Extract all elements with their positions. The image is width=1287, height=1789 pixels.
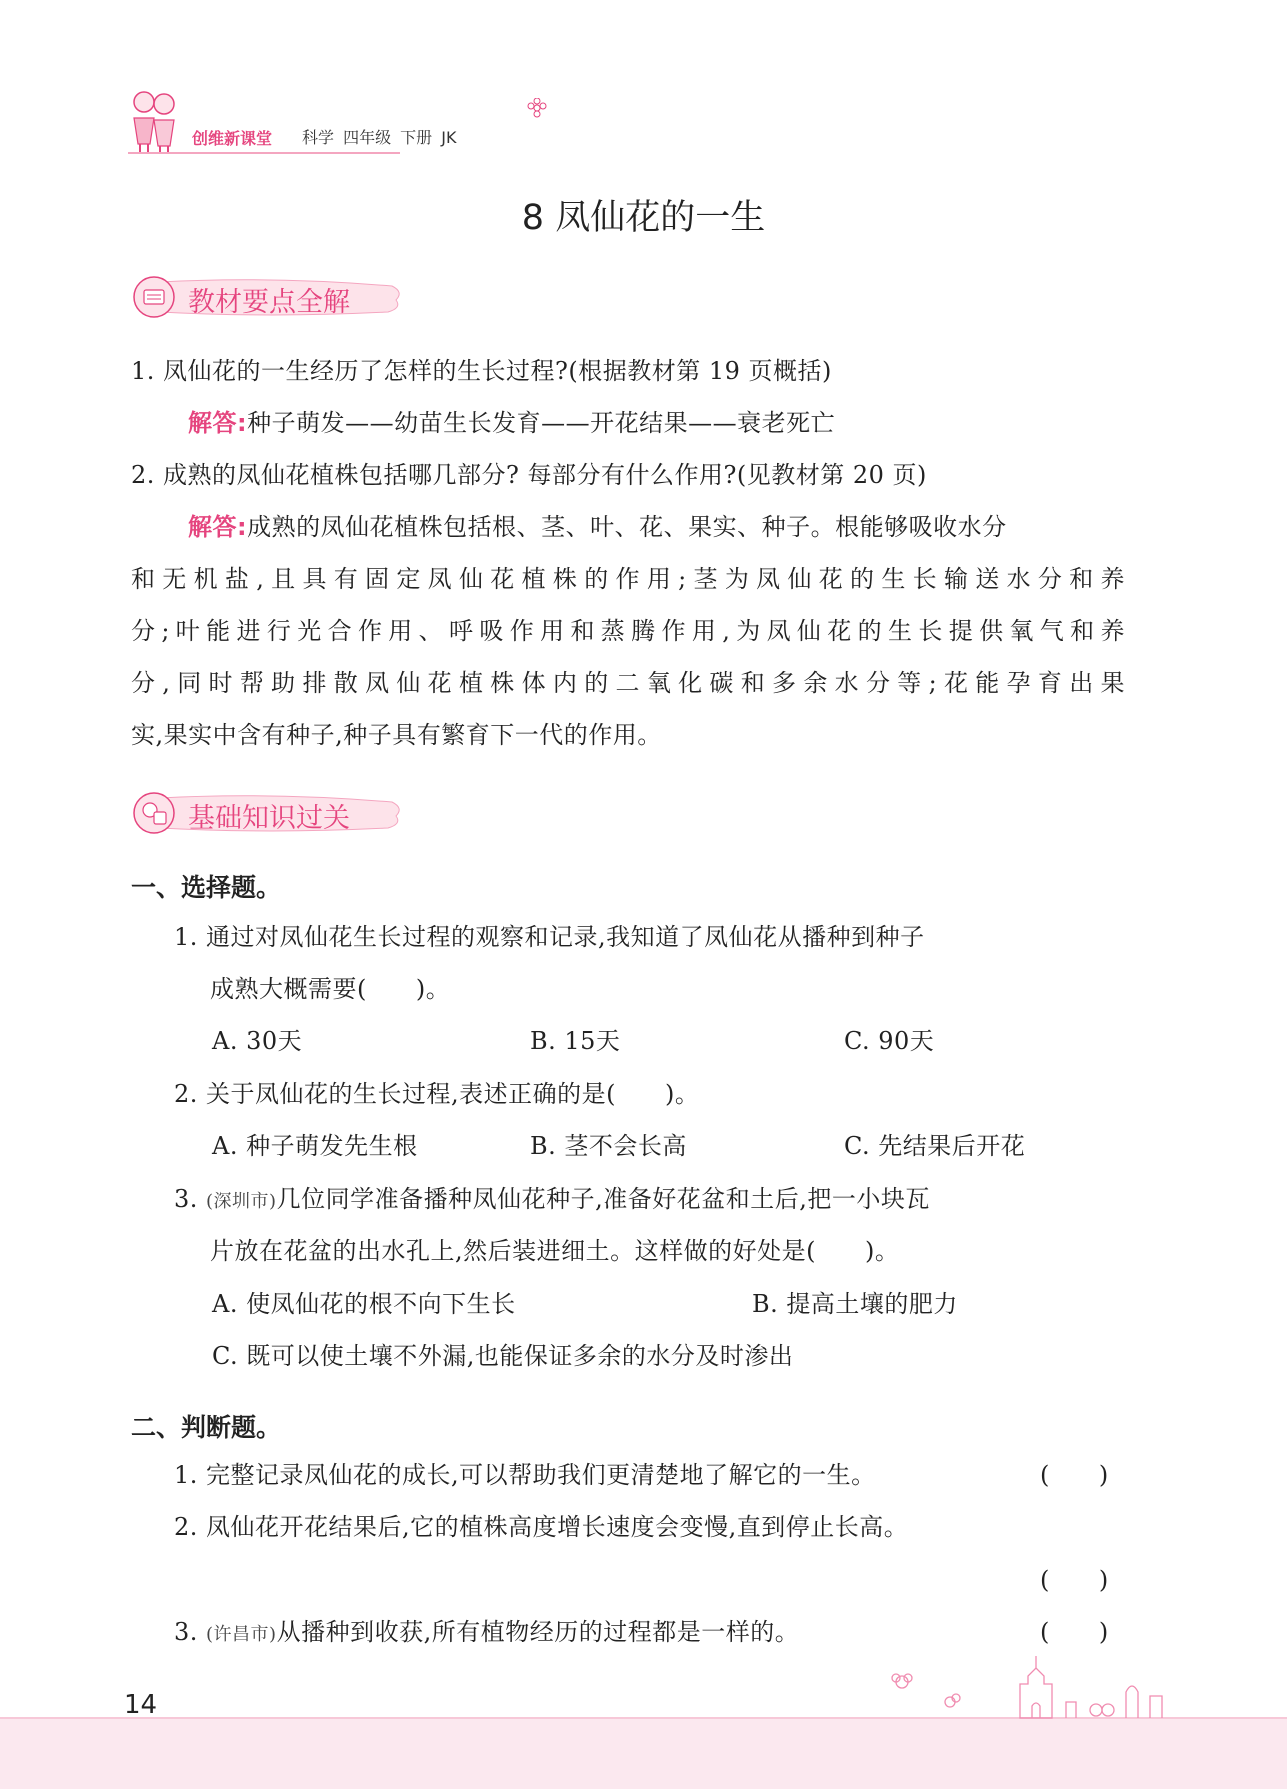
answer-2-line-3: 分;叶能进行光合作用、呼吸作用和蒸腾作用,为凤仙花的生长提供氧气和养 bbox=[131, 617, 1125, 645]
answer-1 bbox=[188, 408, 835, 438]
answer-bracket: ( ) bbox=[1040, 1461, 1109, 1489]
subject-label: 科学 四年级 下册 JK bbox=[302, 128, 457, 147]
choice-question-2: 2. 关于凤仙花的生长过程,表述正确的是( )。 bbox=[174, 1080, 700, 1108]
header-divider bbox=[128, 152, 400, 154]
judge-question-3 bbox=[174, 1617, 799, 1650]
question-number: 3. bbox=[174, 1185, 207, 1213]
option: C. 90天 bbox=[844, 1027, 935, 1055]
source-tag: (许昌市) bbox=[206, 1624, 277, 1645]
question-1: 1. 凤仙花的一生经历了怎样的生长过程?(根据教材第 19 页概括) bbox=[131, 357, 832, 385]
choice-question-3-cont: 片放在花盆的出水孔上,然后装进细土。这样做的好处是( )。 bbox=[210, 1237, 900, 1265]
page-title: 8 凤仙花的一生 bbox=[521, 198, 766, 238]
question-text: 几位同学准备播种凤仙花种子,准备好花盆和土后,把一小块瓦 bbox=[276, 1185, 930, 1213]
answer-bracket: ( ) bbox=[1040, 1618, 1109, 1646]
part-heading-choice: 一、选择题。 bbox=[131, 873, 282, 902]
question-2: 2. 成熟的凤仙花植株包括哪几部分? 每部分有什么作用?(见教材第 20 页) bbox=[131, 461, 927, 489]
choice-question-1-cont: 成熟大概需要( )。 bbox=[210, 975, 451, 1003]
cartoon-kids-logo bbox=[128, 88, 180, 154]
judge-question-2: 2. 凤仙花开花结果后,它的植株高度增长速度会变慢,直到停止长高。 bbox=[174, 1513, 909, 1541]
answer-text: 成熟的凤仙花植株包括根、茎、叶、花、果实、种子。根能够吸收水分 bbox=[247, 513, 1007, 541]
footer-band bbox=[0, 1717, 1287, 1789]
section-banner-basic-knowledge bbox=[130, 788, 410, 838]
brand-name: 创维新课堂 bbox=[192, 129, 273, 148]
answer-2-line-4: 分,同时帮助排散凤仙花植株体内的二氧化碳和多余水分等;花能孕育出果 bbox=[131, 669, 1125, 697]
part-heading-judgement: 二、判断题。 bbox=[131, 1413, 282, 1442]
option: C. 先结果后开花 bbox=[844, 1132, 1026, 1160]
option: C. 既可以使土壤不外漏,也能保证多余的水分及时渗出 bbox=[212, 1342, 794, 1370]
flower-icon bbox=[526, 98, 548, 118]
option: A. 种子萌发先生根 bbox=[212, 1132, 418, 1160]
option: B. 15天 bbox=[530, 1027, 621, 1055]
question-number: 3. bbox=[174, 1618, 207, 1646]
section-title: 基础知识过关 bbox=[188, 803, 350, 834]
option: A. 使凤仙花的根不向下生长 bbox=[212, 1290, 516, 1318]
option: B. 茎不会长高 bbox=[530, 1132, 687, 1160]
answer-text: 种子萌发——幼苗生长发育——开花结果——衰老死亡 bbox=[247, 409, 836, 437]
choice-question-1: 1. 通过对凤仙花生长过程的观察和记录,我知道了凤仙花从播种到种子 bbox=[174, 923, 925, 951]
judge-question-1: 1. 完整记录凤仙花的成长,可以帮助我们更清楚地了解它的一生。 bbox=[174, 1461, 876, 1489]
section-banner-key-points bbox=[130, 272, 410, 322]
option: A. 30天 bbox=[212, 1027, 303, 1055]
choice-question-3 bbox=[174, 1184, 930, 1217]
answer-2-line-5: 实,果实中含有种子,种子具有繁育下一代的作用。 bbox=[131, 721, 662, 749]
answer-bracket: ( ) bbox=[1040, 1566, 1109, 1594]
answer-2-line-2: 和无机盐,且具有固定凤仙花植株的作用;茎为凤仙花的生长输送水分和养 bbox=[131, 565, 1125, 593]
question-text: 从播种到收获,所有植物经历的过程都是一样的。 bbox=[276, 1618, 800, 1646]
answer-label: 解答: bbox=[188, 409, 248, 437]
page-number: 14 bbox=[124, 1690, 158, 1720]
answer-label: 解答: bbox=[188, 513, 248, 541]
option: B. 提高土壤的肥力 bbox=[752, 1290, 958, 1318]
section-title: 教材要点全解 bbox=[188, 287, 350, 318]
answer-2-line-1 bbox=[188, 512, 1125, 542]
castle-decoration-icon bbox=[870, 1640, 1170, 1720]
source-tag: (深圳市) bbox=[206, 1191, 277, 1212]
